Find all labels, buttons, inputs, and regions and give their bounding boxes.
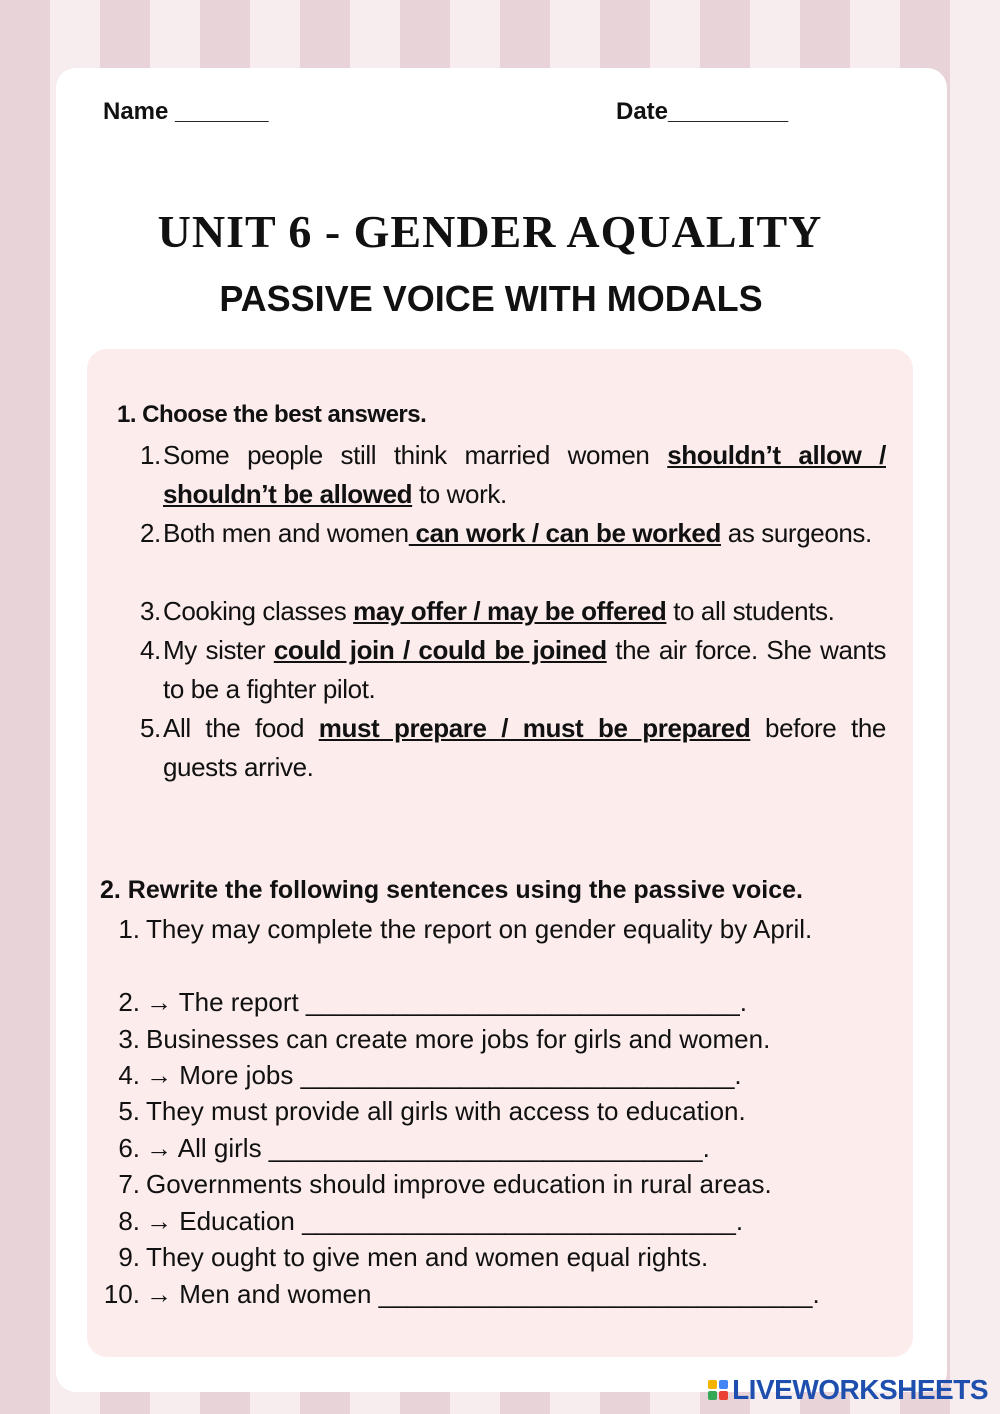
item-number: 2. xyxy=(140,518,161,548)
item-text xyxy=(163,709,886,787)
logo-square xyxy=(708,1391,717,1400)
item-text: They ought to give men and women equal rights. xyxy=(146,1242,709,1272)
section2-heading: 2. Rewrite the following sentences using the passive voice. xyxy=(100,876,803,904)
section1-heading: 1. Choose the best answers. xyxy=(117,401,427,428)
item-number: 1. xyxy=(140,440,161,470)
answer-option[interactable]: can work / can be worked xyxy=(408,518,721,548)
item-number: 2. xyxy=(118,987,140,1017)
item-prefix: All the food xyxy=(163,713,319,743)
item-text: They may complete the report on gender equality by April. xyxy=(146,914,813,944)
answer-option[interactable]: may offer / may be offered xyxy=(353,596,667,626)
item-suffix: the air force. She wants to be a fighter pilot. xyxy=(163,635,886,704)
page-title: UNIT 6 - GENDER AQUALITY xyxy=(157,206,823,257)
page-subtitle: PASSIVE VOICE WITH MODALS xyxy=(219,278,763,319)
logo-text: LIVEWORKSHEETS xyxy=(732,1374,988,1405)
logo-square xyxy=(708,1380,717,1389)
item-number: 6. xyxy=(118,1133,140,1163)
item-text xyxy=(163,514,886,553)
answer-option[interactable]: must prepare / must be prepared xyxy=(318,713,751,743)
item-number: 5. xyxy=(118,1096,140,1126)
item-prefix: Some people still think married women xyxy=(163,440,668,470)
item-suffix: to all students. xyxy=(666,596,835,626)
answer-option[interactable]: shouldn’t allow / shouldn’t be allowed xyxy=(163,440,887,509)
item-suffix: to work. xyxy=(412,479,507,509)
item-number: 3. xyxy=(140,596,161,626)
logo-square xyxy=(719,1391,728,1400)
answer-option[interactable]: could join / could be joined xyxy=(273,635,607,665)
item-number: 5. xyxy=(140,713,161,743)
item-prefix: Cooking classes xyxy=(163,596,354,626)
item-prefix: My sister xyxy=(163,635,274,665)
item-number: 10. xyxy=(103,1279,140,1309)
item-number: 4. xyxy=(118,1060,140,1090)
item-number: 4. xyxy=(140,635,161,665)
item-text: Businesses can create more jobs for girls and women. xyxy=(146,1024,771,1054)
item-text: Governments should improve education in rural areas. xyxy=(146,1169,772,1199)
item-text xyxy=(163,592,886,631)
answer-line[interactable]: → Education ______________________________. xyxy=(146,1206,744,1236)
answer-line[interactable]: → The report ______________________________. xyxy=(146,987,747,1017)
item-number: 3. xyxy=(118,1024,140,1054)
answer-line[interactable]: → Men and women ______________________________. xyxy=(146,1279,820,1309)
item-suffix: as surgeons. xyxy=(720,518,872,548)
logo-square xyxy=(719,1380,728,1389)
item-text: They must provide all girls with access to education. xyxy=(146,1096,746,1126)
name-field[interactable]: Name _______ xyxy=(103,98,269,125)
liveworksheets-logo[interactable] xyxy=(708,1374,988,1406)
logo-grid-icon xyxy=(708,1380,728,1400)
item-prefix: Both men and women xyxy=(163,518,409,548)
item-number: 9. xyxy=(118,1242,140,1272)
date-field[interactable]: Date_________ xyxy=(616,98,789,125)
answer-line[interactable]: → All girls ______________________________. xyxy=(146,1133,710,1163)
item-text xyxy=(163,631,886,709)
item-suffix: before the guests arrive. xyxy=(163,713,886,782)
item-text xyxy=(163,436,886,514)
answer-line[interactable]: → More jobs ______________________________. xyxy=(146,1060,742,1090)
item-number: 1. xyxy=(118,914,140,944)
item-number: 8. xyxy=(118,1206,140,1236)
item-number: 7. xyxy=(118,1169,140,1199)
